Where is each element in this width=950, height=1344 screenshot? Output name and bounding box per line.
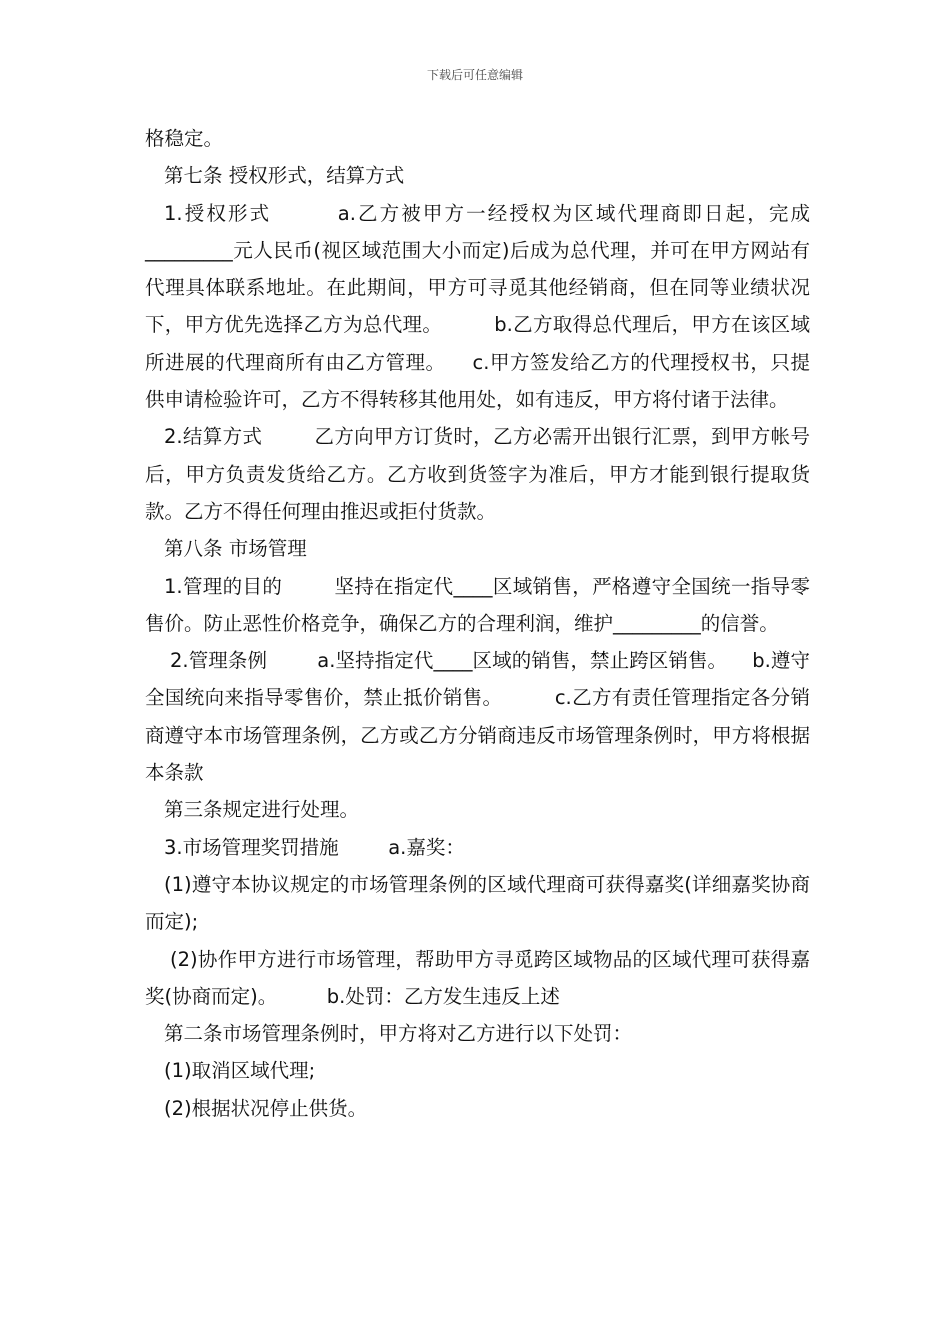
list-item: (1)取消区域代理; bbox=[164, 1059, 316, 1083]
list-item: (1)遵守本协议规定的市场管理条例的区域代理商可获得嘉奖(详细嘉奖协商而定); bbox=[145, 872, 810, 934]
page-header: 下载后可任意编辑 bbox=[426, 68, 523, 82]
paragraph: 2.管理条例 a.坚持指定代____区域的销售，禁止跨区销售。 b.遵守全国统向来指导零售价，禁止抵价销售。 c.乙方有责任管理指定各分销商遵守本市场管理条例，乙方或乙方分销商违反市场管理条例时，甲方将根据本条款 bbox=[145, 649, 810, 785]
paragraph: 第三条规定进行处理。 bbox=[164, 798, 360, 822]
paragraph: 格稳定。 bbox=[145, 127, 224, 150]
paragraph: 1.授权形式 a.乙方被甲方一经授权为区域代理商即日起，完成_________元人民币(视区域范围大小而定)后成为总代理，并可在甲方网站有代理具体联系地址。在此期间，甲方可寻觅其他经销商，但在同等业绩状况下，甲方优先选择乙方为总代理。 b.乙方取得总代理后，甲方在该区域所进展的代理商所有由乙方管理。 c.甲方签发给乙方的代理授权书，只提供申请检验许可，乙方不得转移其他用处，如有违反，甲方将付诸于法律。 bbox=[145, 201, 810, 412]
document-body bbox=[145, 120, 810, 1127]
list-item: (2)根据状况停止供货。 bbox=[164, 1096, 368, 1120]
paragraph: 1.管理的目的 坚持在指定代____区域销售，严格遵守全国统一指导零售价。防止恶性价格竞争，确保乙方的合理利润，维护_________的信誉。 bbox=[145, 574, 810, 635]
paragraph: 2.结算方式 乙方向甲方订货时，乙方必需开出银行汇票，到甲方帐号后，甲方负责发货给乙方。乙方收到货签字为准后，甲方才能到银行提取货款。乙方不得任何理由推迟或拒付货款。 bbox=[145, 425, 810, 523]
article-heading: 第八条 市场管理 bbox=[164, 537, 307, 561]
paragraph: 第二条市场管理条例时，甲方将对乙方进行以下处罚： bbox=[164, 1022, 633, 1046]
paragraph: 3.市场管理奖罚措施 a.嘉奖： bbox=[164, 835, 465, 859]
article-heading: 第七条 授权形式，结算方式 bbox=[164, 164, 405, 188]
list-item: (2)协作甲方进行市场管理，帮助甲方寻觅跨区域物品的区域代理可获得嘉奖(协商而定)。 b.处罚：乙方发生违反上述 bbox=[145, 947, 810, 1008]
